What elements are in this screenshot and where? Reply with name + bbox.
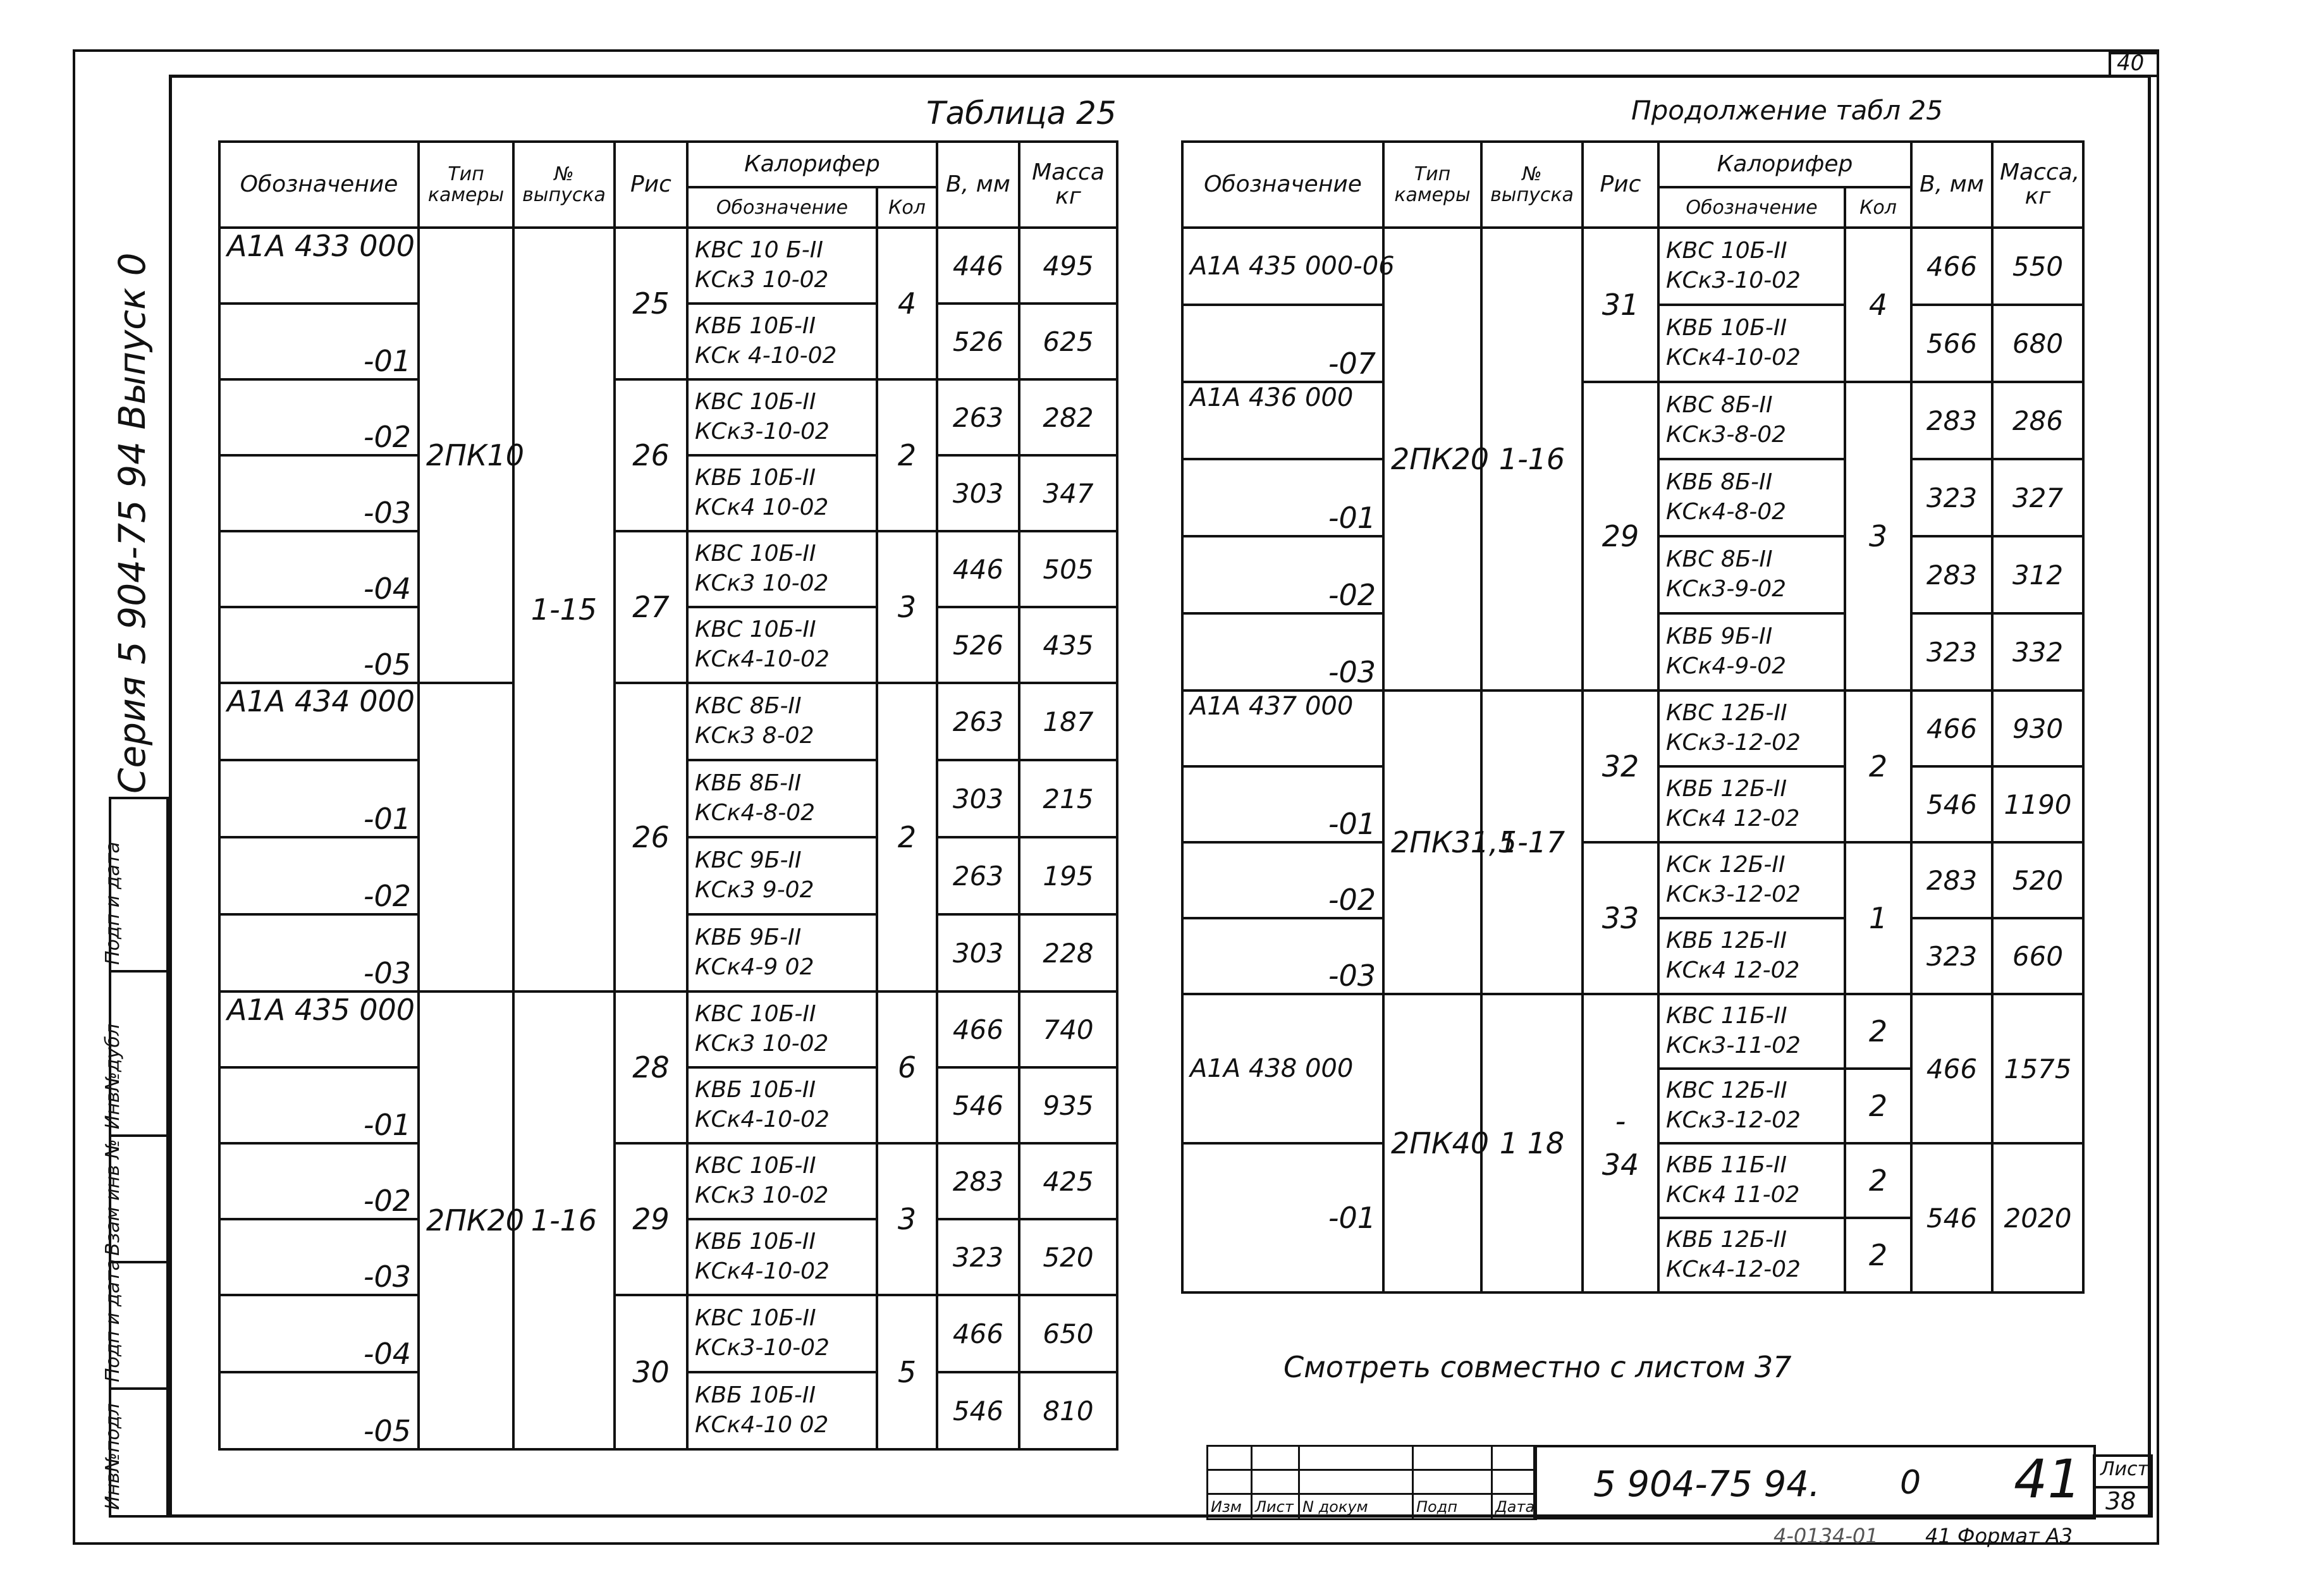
camera-type-cell: 2ПК20 bbox=[1383, 228, 1481, 691]
header-camera-type: Тип камеры bbox=[1383, 142, 1481, 228]
release-cell: 1-16 bbox=[513, 991, 615, 1449]
table-row: -05 КВБ 10Б-II КСк4-10 02 546 810 bbox=[219, 1372, 1117, 1449]
side-stamp-cell: Инв№дубл bbox=[111, 970, 166, 1134]
table-row: А1А 438 000 2ПК40 1 18 - 34 КВС 11Б-II КСк3-11-02 2 466 1575 bbox=[1182, 994, 2083, 1069]
table-row: -03 КВБ 10Б-II КСк4 10-02 303 347 bbox=[219, 455, 1117, 531]
header-camera-type: Тип камеры bbox=[419, 142, 513, 228]
table-row: -02 КВС 8Б-II КСк3-9-02 283 312 bbox=[1182, 536, 2083, 613]
camera-type-cell: 2ПК31,5 bbox=[1383, 691, 1481, 994]
left-table-title: Таблица 25 bbox=[926, 95, 1117, 132]
header-designation: Обозначение bbox=[1182, 142, 1383, 228]
table-row: А1А 434 000 26 КВС 8Б-II КСк3 8-02 2 263 187 bbox=[219, 683, 1117, 760]
revision-stamp: Изм Лист N докум Подп Дата bbox=[1206, 1445, 1537, 1520]
right-table-title: Продолжение табл 25 bbox=[1631, 95, 1943, 126]
side-stamp-cell: Подп и дата bbox=[111, 1261, 166, 1387]
header-heater-designation: Обозначение bbox=[1658, 187, 1845, 228]
header-designation: Обозначение bbox=[219, 142, 419, 228]
table-row: А1А 433 000 2ПК10 1-15 25 КВС 10 Б-II КСк3 10-02 4 446 495 bbox=[219, 228, 1117, 304]
sheet-number: 38 bbox=[2105, 1487, 2136, 1515]
sheet-label: Лист bbox=[2100, 1458, 2149, 1480]
series-text: Серия 5 904-75 94 Выпуск 0 bbox=[111, 252, 154, 794]
header-qty: Кол bbox=[1845, 187, 1911, 228]
header-fig: Рис bbox=[1583, 142, 1658, 228]
table-row: -02 26 КВС 10Б-II КСк3-10-02 2 263 282 bbox=[219, 379, 1117, 455]
camera-type-cell: 2ПК40 bbox=[1383, 994, 1481, 1292]
table-row: -02 КВС 9Б-II КСк3 9-02 263 195 bbox=[219, 837, 1117, 914]
right-table bbox=[1181, 140, 2085, 1294]
release-cell: 1-17 bbox=[1481, 691, 1583, 994]
table-row: -04 30 КВС 10Б-II КСк3-10-02 5 466 650 bbox=[219, 1295, 1117, 1372]
table-row: -07 КВБ 10Б-II КСк4-10-02 566 680 bbox=[1182, 305, 2083, 382]
document-code: 5 904-75 94. bbox=[1593, 1464, 1820, 1505]
side-stamp-cell: Инв№подл bbox=[111, 1387, 166, 1515]
header-mass: Масса кг bbox=[1019, 142, 1117, 228]
release-cell: 1-16 bbox=[1481, 228, 1583, 691]
table-row: -03 КВБ 12Б-II КСк4 12-02 323 660 bbox=[1182, 918, 2083, 994]
format-label: 41 Формат А3 bbox=[1925, 1524, 2073, 1548]
table-row: -01 КВБ 8Б-II КСк4-8-02 303 215 bbox=[219, 760, 1117, 837]
bottom-note: 4-0134-01 bbox=[1773, 1524, 1878, 1548]
camera-type-cell: 2ПК10 bbox=[419, 228, 513, 683]
table-row: -03 КВБ 9Б-II КСк4-9-02 323 332 bbox=[1182, 613, 2083, 691]
table-row: -01 КВБ 11Б-II КСк4 11-02 2 546 2020 bbox=[1182, 1143, 2083, 1218]
header-heater: Калорифер bbox=[687, 142, 937, 187]
table-row: -01 КВБ 10Б-II КСк4-10-02 546 935 bbox=[219, 1067, 1117, 1143]
table-row: -03 КВБ 10Б-II КСк4-10-02 323 520 bbox=[219, 1219, 1117, 1295]
release-cell: 1 18 bbox=[1481, 994, 1583, 1292]
header-mass: Масса, кг bbox=[1992, 142, 2083, 228]
table-row: -04 27 КВС 10Б-II КСк3 10-02 3 446 505 bbox=[219, 531, 1117, 607]
table-row: КВБ 12Б-II КСк4-12-02 2 bbox=[1182, 1218, 2083, 1292]
left-table bbox=[218, 140, 1118, 1451]
side-stamp-strip bbox=[102, 797, 169, 1518]
header-fig: Рис bbox=[615, 142, 687, 228]
corner-number: 40 bbox=[2117, 51, 2145, 76]
fig-dash: - bbox=[1615, 1104, 1626, 1138]
header-heater: Калорифер bbox=[1658, 142, 1911, 187]
header-heater-designation: Обозначение bbox=[687, 187, 877, 228]
table-row: -01 КВБ 8Б-II КСк4-8-02 323 327 bbox=[1182, 459, 2083, 536]
table-row: -01 КВБ 12Б-II КСк4 12-02 546 1190 bbox=[1182, 766, 2083, 842]
camera-type-cell: 2ПК20 bbox=[419, 991, 513, 1449]
table-row: -01 КВБ 10Б-II КСк 4-10-02 526 625 bbox=[219, 304, 1117, 379]
table-row: -05 КВС 10Б-II КСк4-10-02 526 435 bbox=[219, 607, 1117, 683]
table-row: А1А 436 000 29 КВС 8Б-II КСк3-8-02 3 283 286 bbox=[1182, 382, 2083, 459]
release-cell: 1-15 bbox=[513, 228, 615, 991]
side-stamp-cell: Взам инв № bbox=[111, 1134, 166, 1261]
header-b: В, мм bbox=[1911, 142, 1992, 228]
header-release: № выпуска bbox=[1481, 142, 1583, 228]
side-stamp-cell: Подп и дата bbox=[102, 842, 124, 965]
table-row: -02 33 КСк 12Б-II КСк3-12-02 1 283 520 bbox=[1182, 842, 2083, 918]
fig-number: 34 bbox=[1602, 1148, 1639, 1182]
see-also-note: Смотреть совместно с листом 37 bbox=[1283, 1350, 1792, 1384]
header-release: № выпуска bbox=[513, 142, 615, 228]
table-row: -02 29 КВС 10Б-II КСк3 10-02 3 283 425 bbox=[219, 1143, 1117, 1219]
header-b: В, мм bbox=[937, 142, 1019, 228]
big-sheet-number: 41 bbox=[2014, 1448, 2081, 1510]
issue-number: 0 bbox=[1900, 1464, 1921, 1502]
table-row: А1А 437 000 2ПК31,5 1-17 32 КВС 12Б-II КСк3-12-02 2 466 930 bbox=[1182, 691, 2083, 766]
table-row: А1А 435 000-06 2ПК20 1-16 31 КВС 10Б-II КСк3-10-02 4 466 550 bbox=[1182, 228, 2083, 305]
table-row: -03 КВБ 9Б-II КСк4-9 02 303 228 bbox=[219, 914, 1117, 991]
header-qty: Кол bbox=[877, 187, 937, 228]
table-row: КВС 12Б-II КСк3-12-02 2 bbox=[1182, 1069, 2083, 1143]
table-row: А1А 435 000 2ПК20 1-16 28 КВС 10Б-II КСк3 10-02 6 466 740 bbox=[219, 991, 1117, 1067]
